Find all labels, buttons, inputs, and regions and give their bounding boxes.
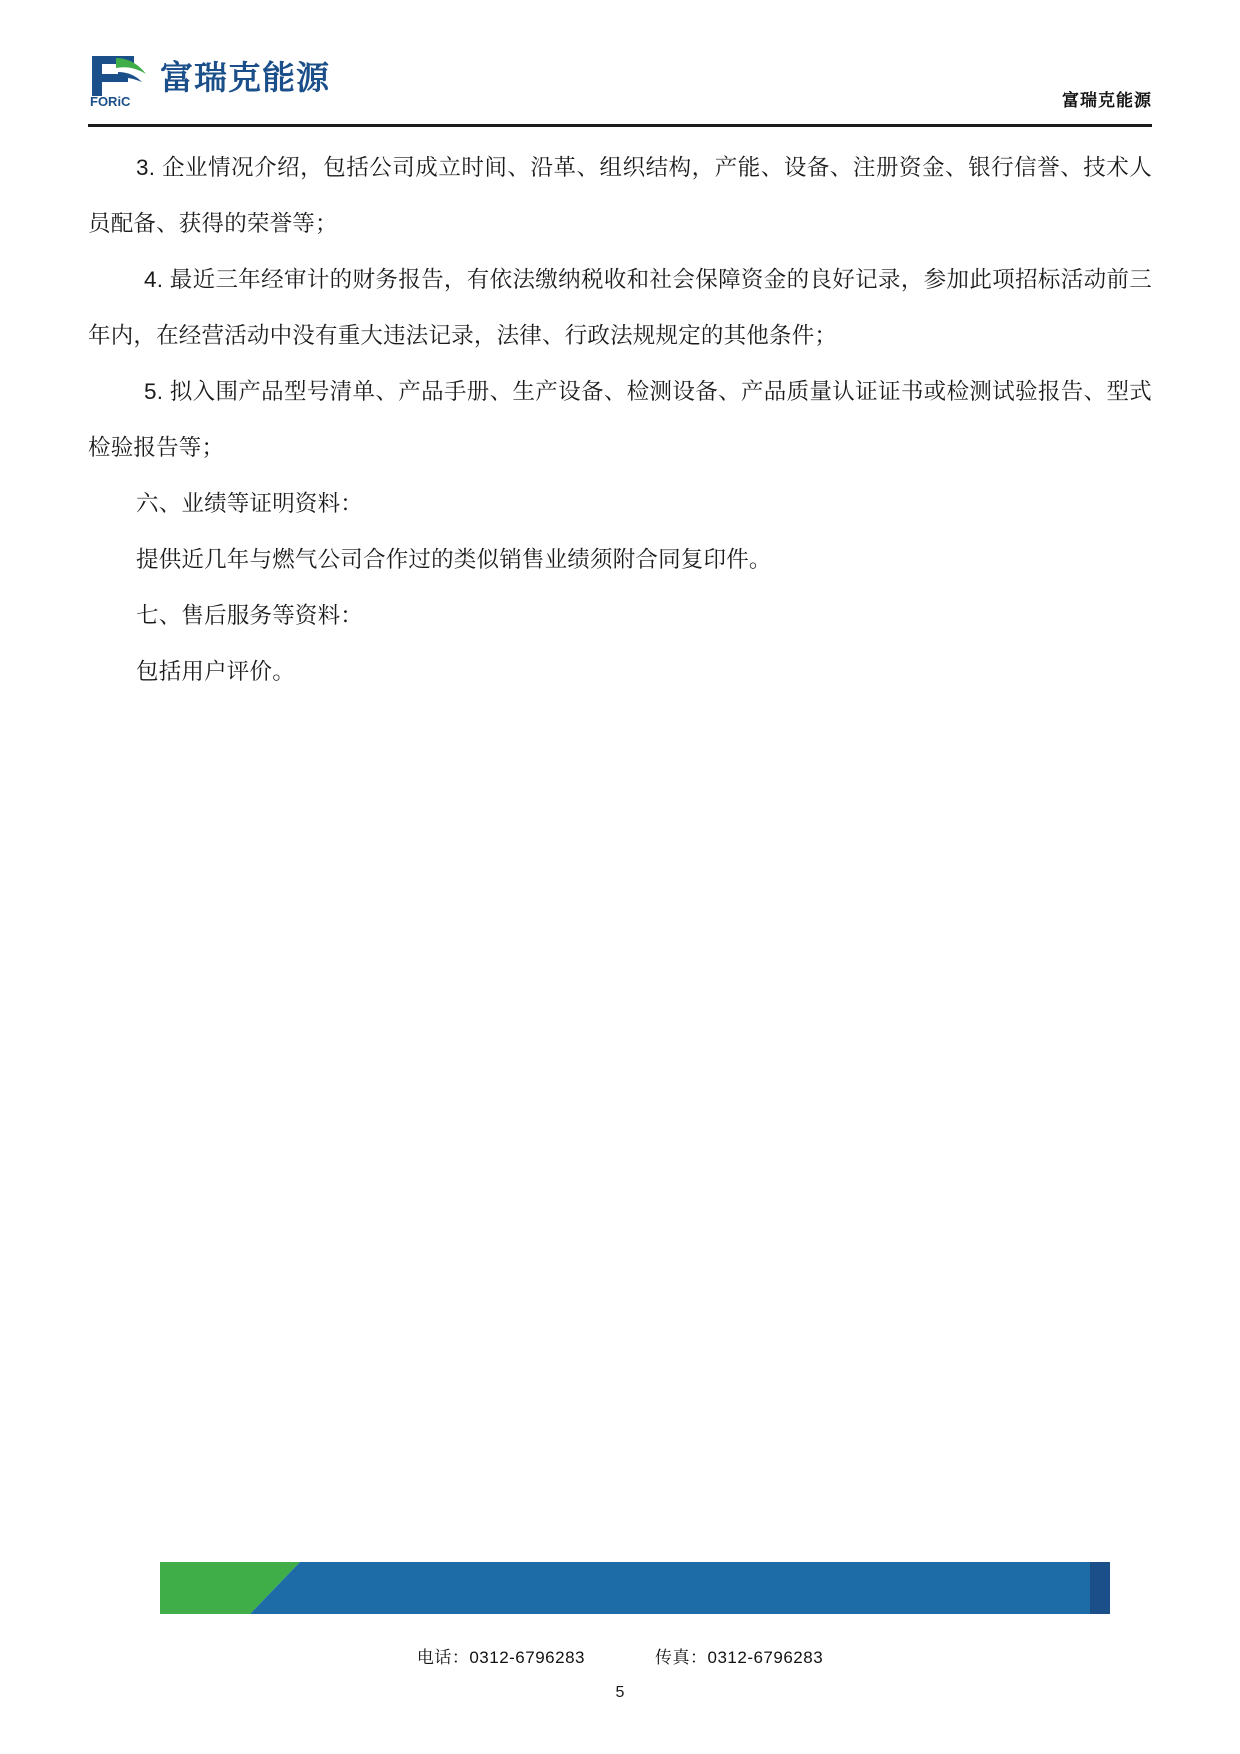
paragraph-item-4: 4. 最近三年经审计的财务报告，有依法缴纳税收和社会保障资金的良好记录，参加此项招标活动前三年内，在经营活动中没有重大违法记录，法律、行政法规规定的其他条件； <box>88 267 1152 348</box>
company-logo-text: 富瑞克能源 <box>160 58 330 96</box>
page-number: 5 <box>615 1684 625 1701</box>
paragraph-item-5: 5. 拟入围产品型号清单、产品手册、生产设备、检测设备、产品质量认证证书或检测试验报告、型式检验报告等； <box>88 379 1152 460</box>
section-seven-body: 包括用户评价。 <box>136 659 295 684</box>
section-six-body: 提供近几年与燃气公司合作过的类似销售业绩须附合同复印件。 <box>136 547 772 572</box>
footer-decoration <box>0 1554 1240 1636</box>
header-divider <box>88 124 1152 127</box>
header-company-name: 富瑞克能源 <box>1062 91 1152 110</box>
page-header <box>88 52 1152 124</box>
footer-phone: 电话：0312-6796283 <box>416 1648 585 1667</box>
footer-contact <box>0 1643 1240 1668</box>
section-heading-seven: 七、售后服务等资料： <box>136 603 364 628</box>
paragraph-item-3: 3. 企业情况介绍，包括公司成立时间、沿革、组织结构，产能、设备、注册资金、银行信誉、技术人员配备、获得的荣誉等； <box>88 155 1152 236</box>
company-logo <box>88 52 330 108</box>
foric-logo-icon <box>88 52 150 108</box>
document-body <box>88 140 1152 700</box>
section-heading-six: 六、业绩等证明资料： <box>136 491 364 516</box>
foric-wordmark-text: FORiC <box>90 94 131 108</box>
footer-fax: 传真：0312-6796283 <box>655 1648 824 1667</box>
